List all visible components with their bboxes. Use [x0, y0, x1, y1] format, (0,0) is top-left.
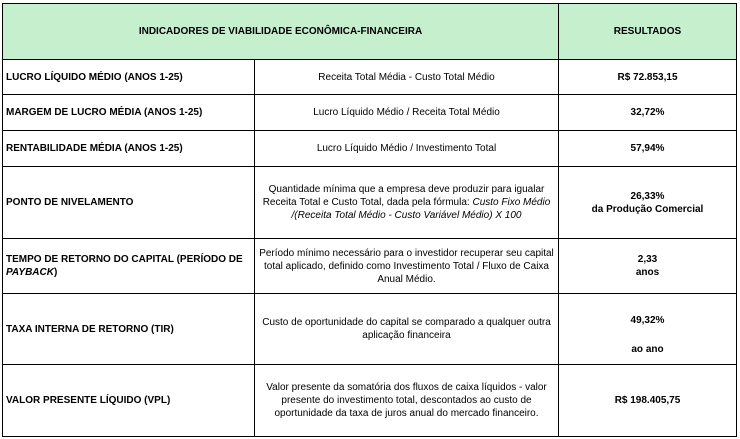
- result-value: 2,33: [637, 254, 658, 265]
- formula-cell: Receita Total Média - Custo Total Médio: [255, 60, 559, 95]
- indicator-italic-text: PAYBACK: [6, 267, 54, 278]
- formula-cell: Valor presente da somatória dos fluxos de caixa líquidos - valor presente do investimento total, descontados ao custo de oportunidade da taxa de juros anual do mercado financeiro.: [255, 365, 559, 437]
- formula-cell: Lucro Líquido Médio / Investimento Total: [255, 131, 559, 167]
- result-cell: 57,94%: [559, 131, 737, 167]
- result-cell: 32,72%: [559, 95, 737, 131]
- result-cell: R$ 198.405,75: [559, 365, 737, 437]
- indicator-cell: RENTABILIDADE MÉDIA (ANOS 1-25): [3, 131, 255, 167]
- result-unit: da Produção Comercial: [591, 203, 704, 215]
- table-row: [3, 365, 737, 437]
- result-unit: anos: [635, 267, 660, 278]
- result-unit: ao ano: [631, 344, 664, 355]
- header-indicators: INDICADORES DE VIABILIDADE ECONÔMICA-FINANCEIRA: [3, 4, 559, 60]
- result-cell: [559, 239, 737, 294]
- indicator-text: TEMPO DE RETORNO DO CAPITAL (PERÍODO DE: [6, 254, 243, 265]
- formula-cell: Lucro Líquido Médio / Receita Total Médio: [255, 95, 559, 131]
- indicator-cell: PONTO DE NIVELAMENTO: [3, 167, 255, 239]
- result-cell: R$ 72.853,15: [559, 60, 737, 95]
- formula-cell: Custo de oportunidade do capital se comparado a qualquer outra aplicação financeira: [255, 294, 559, 365]
- indicator-cell: MARGEM DE LUCRO MÉDIA (ANOS 1-25): [3, 95, 255, 131]
- indicator-cell: VALOR PRESENTE LÍQUIDO (VPL): [3, 365, 255, 437]
- table-row: [3, 60, 737, 95]
- indicator-cell: LUCRO LÍQUIDO MÉDIO (ANOS 1-25): [3, 60, 255, 95]
- indicator-cell: [3, 239, 255, 294]
- result-value: 26,33%: [630, 190, 665, 202]
- table-row: [3, 239, 737, 294]
- table-row: [3, 294, 737, 365]
- indicator-cell: TAXA INTERNA DE RETORNO (TIR): [3, 294, 255, 365]
- table-row: [3, 167, 737, 239]
- indicators-table: [2, 3, 737, 437]
- header-row: [3, 4, 737, 60]
- formula-cell: [255, 167, 559, 239]
- result-cell: [559, 167, 737, 239]
- header-results: RESULTADOS: [559, 4, 737, 60]
- formula-text: Quantidade mínima que a empresa deve produzir para igualar Receita Total e Custo Total, dada pela fórmula:: [262, 184, 545, 208]
- indicator-text-end: ): [53, 267, 58, 278]
- formula-cell: Período mínimo necessário para o investidor recuperar seu capital total aplicado, definido como Investimento Total / Fluxo de Caixa Anual Médio.: [255, 239, 559, 294]
- formula-italic-text: Custo Fixo Médio /(Receita Total Médio - Custo Variável Médio) X 100: [291, 197, 551, 221]
- result-cell: [559, 294, 737, 365]
- table-row: [3, 95, 737, 131]
- table-row: [3, 131, 737, 167]
- result-value: 49,32%: [630, 315, 665, 326]
